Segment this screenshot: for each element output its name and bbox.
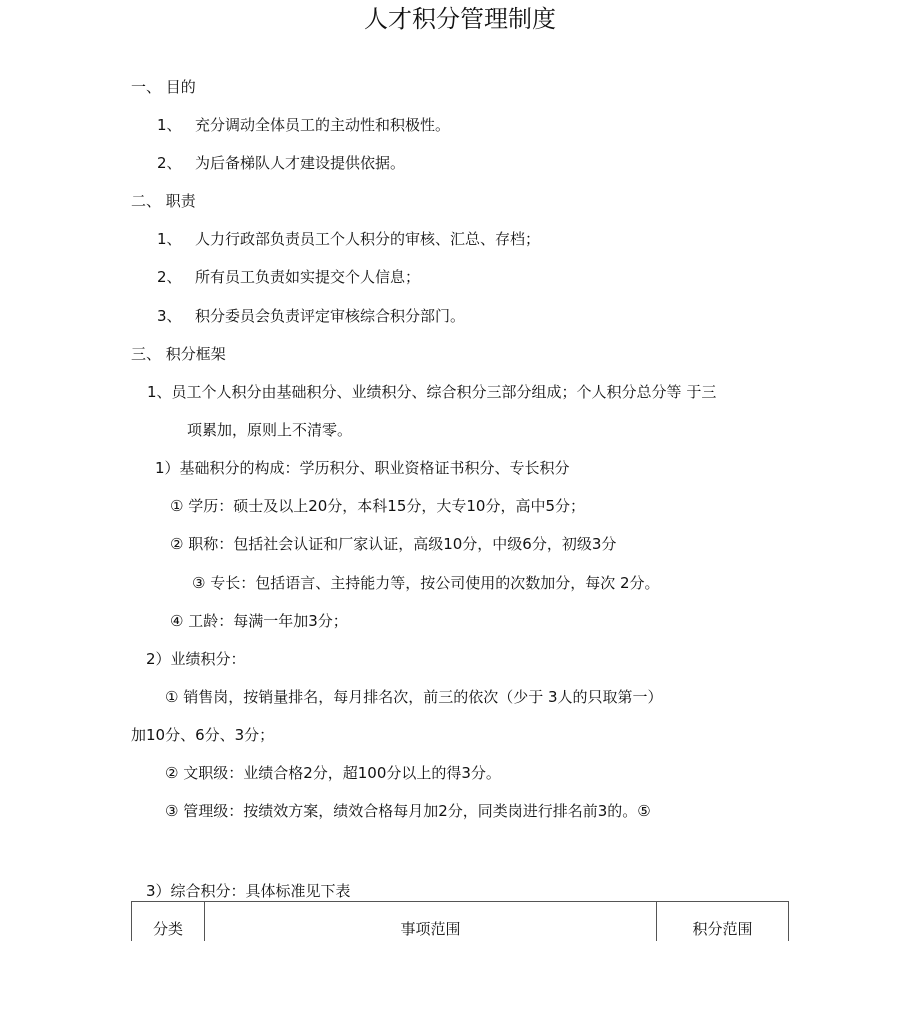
item-number: 1、	[157, 230, 182, 248]
item-number: 2、	[157, 268, 182, 286]
paragraph-line: 1、员工个人积分由基础积分、业绩积分、综合积分三部分组成；个人积分总分等 于三	[147, 383, 717, 401]
subheading-performance-points: 2）业绩积分：	[146, 650, 246, 668]
section-heading-framework: 三、 积分框架	[131, 345, 226, 363]
item-text: 为后备梯队人才建设提供依据。	[195, 154, 406, 172]
paragraph-line: 项累加，原则上不清零。	[187, 421, 353, 439]
list-item: ③ 专长：包括语言、主持能力等，按公司使用的次数加分，每次 2分。	[192, 574, 660, 592]
page-title: 人才积分管理制度	[364, 5, 556, 33]
list-item: ② 职称：包括社会认证和厂家认证，高级10分，中级6分，初级3分	[170, 535, 617, 553]
table-header-cell: 事项范围	[205, 902, 657, 942]
item-number: 3、	[157, 307, 182, 325]
item-number: 2、	[157, 154, 182, 172]
paragraph-line: 加10分、6分、3分；	[131, 726, 275, 744]
subheading-base-points: 1）基础积分的构成：学历积分、职业资格证书积分、专长积分	[155, 459, 570, 477]
list-item: ③ 管理级：按绩效方案，绩效合格每月加2分，同类岗进行排名前3的。⑤	[165, 802, 651, 820]
list-item	[157, 153, 405, 173]
points-table	[131, 901, 789, 941]
list-item: ② 文职级：业绩合格2分，超100分以上的得3分。	[165, 764, 501, 782]
table-header-cell: 积分范围	[657, 902, 789, 942]
list-item	[157, 306, 465, 326]
item-text: 积分委员会负责评定审核综合积分部门。	[195, 307, 466, 325]
list-item	[157, 229, 540, 249]
item-text: 充分调动全体员工的主动性和积极性。	[195, 116, 451, 134]
section-heading-purpose: 一、 目的	[131, 78, 196, 96]
subheading-comprehensive-points: 3）综合积分：具体标准见下表	[146, 882, 351, 900]
list-item: ④ 工龄：每满一年加3分；	[170, 612, 348, 630]
list-item: ① 学历：硕士及以上20分，本科15分，大专10分，高中5分；	[170, 497, 586, 515]
section-heading-duties: 二、 职责	[131, 192, 196, 210]
item-text: 人力行政部负责员工个人积分的审核、汇总、存档；	[195, 230, 541, 248]
list-item	[157, 267, 420, 287]
list-item	[157, 115, 450, 135]
table-header-cell: 分类	[132, 902, 205, 942]
table-header-row	[132, 902, 789, 942]
item-number: 1、	[157, 116, 182, 134]
item-text: 所有员工负责如实提交个人信息；	[195, 268, 421, 286]
list-item: ① 销售岗，按销量排名，每月排名次，前三的依次（少于 3人的只取第一）	[165, 688, 663, 706]
